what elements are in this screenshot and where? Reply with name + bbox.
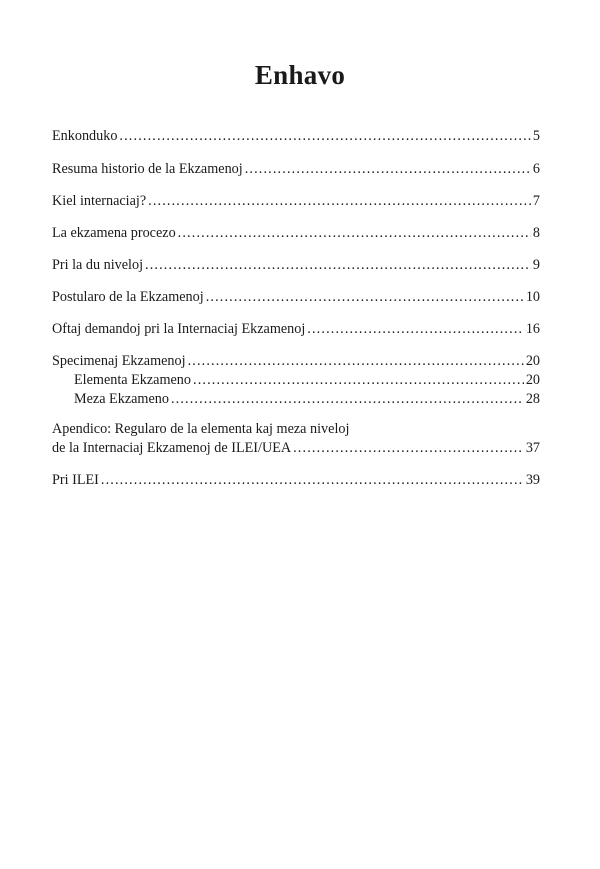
toc-entry-label: La ekzamena procezo bbox=[52, 225, 176, 241]
dot-leader bbox=[101, 471, 524, 490]
toc-entry-label: Kiel internaciaj? bbox=[52, 193, 147, 209]
dot-leader bbox=[178, 224, 531, 243]
toc-page-number: 9 bbox=[532, 257, 540, 273]
toc-entry-apendico[interactable] bbox=[52, 420, 540, 458]
toc-entry-label-line1: Apendico: Regularo de la elementa kaj meza niveloj bbox=[52, 421, 350, 437]
toc-entry-elementa-ekzameno[interactable] bbox=[52, 371, 540, 390]
dot-leader bbox=[193, 371, 524, 390]
toc-entry-label: Meza Ekzameno bbox=[74, 391, 169, 407]
toc-entry-label-line2: de la Internaciaj Ekzamenoj de ILEI/UEA bbox=[52, 440, 292, 456]
toc-entry-label: Postularo de la Ekzamenoj bbox=[52, 289, 204, 305]
toc-page-number: 16 bbox=[525, 321, 540, 337]
toc-page-number: 5 bbox=[532, 128, 540, 144]
toc-entry-label: Enkonduko bbox=[52, 128, 118, 144]
toc-entry-postularo[interactable] bbox=[52, 288, 540, 307]
toc-page-number: 8 bbox=[532, 225, 540, 241]
toc-entry-du-niveloj[interactable] bbox=[52, 256, 540, 275]
toc-page-number: 37 bbox=[525, 440, 540, 456]
dot-leader bbox=[245, 160, 531, 179]
toc-entry-enkonduko[interactable] bbox=[52, 127, 540, 146]
toc-entry-specimenaj-ekzamenoj[interactable] bbox=[52, 352, 540, 371]
page-title: Enhavo bbox=[254, 60, 346, 90]
toc-page-number: 7 bbox=[532, 193, 540, 209]
toc-page-number: 6 bbox=[532, 161, 540, 177]
toc-entry-meza-ekzameno[interactable] bbox=[52, 390, 540, 409]
toc-page-number: 10 bbox=[525, 289, 540, 305]
dot-leader bbox=[119, 127, 530, 146]
dot-leader bbox=[293, 439, 524, 458]
toc-entry-ekzamena-procezo[interactable] bbox=[52, 224, 540, 243]
dot-leader bbox=[171, 390, 524, 409]
dot-leader bbox=[307, 320, 524, 339]
toc-entry-label: Resuma historio de la Ekzamenoj bbox=[52, 161, 243, 177]
toc-entry-kiel-internaciaj[interactable] bbox=[52, 192, 540, 211]
toc-entry-resuma-historio[interactable] bbox=[52, 160, 540, 179]
toc-entry-label: Specimenaj Ekzamenoj bbox=[52, 353, 186, 369]
dot-leader bbox=[145, 256, 531, 275]
toc-entry-pri-ilei[interactable] bbox=[52, 471, 540, 490]
dot-leader bbox=[206, 288, 524, 307]
dot-leader bbox=[148, 192, 531, 211]
toc-page-number: 20 bbox=[525, 353, 540, 369]
toc-entry-label: Oftaj demandoj pri la Internaciaj Ekzamenoj bbox=[52, 321, 306, 337]
toc-entry-label: Elementa Ekzameno bbox=[74, 372, 191, 388]
toc-entry-label: Pri la du niveloj bbox=[52, 257, 144, 273]
toc-entry-label: Pri ILEI bbox=[52, 472, 99, 488]
toc-entry-oftaj-demandoj[interactable] bbox=[52, 320, 540, 339]
toc-page-number: 28 bbox=[525, 391, 540, 407]
toc-page-number: 39 bbox=[525, 472, 540, 488]
dot-leader bbox=[188, 352, 524, 371]
toc-page-number: 20 bbox=[525, 372, 540, 388]
